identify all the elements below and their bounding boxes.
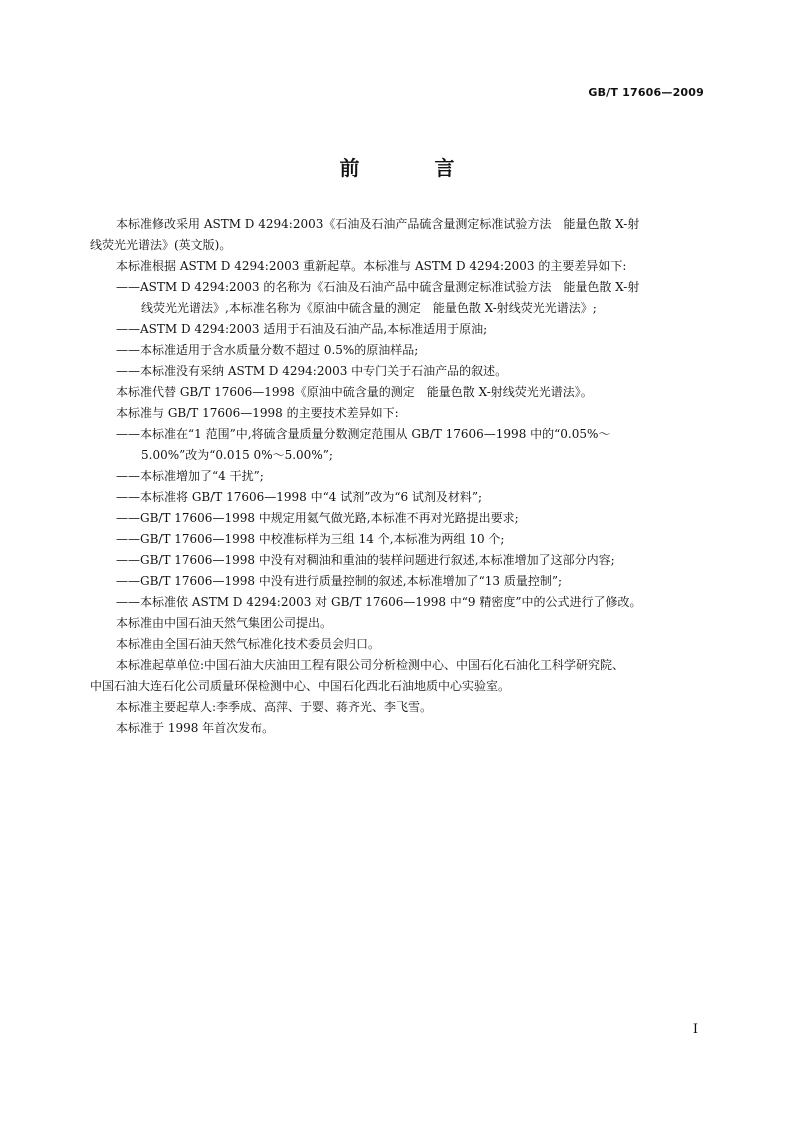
foreword-line: 线荧光光谱法》,本标准名称为《原油中硫含量的测定 能量色散 X-射线荧光光谱法》; — [141, 301, 597, 315]
foreword-line: ——ASTM D 4294:2003 的名称为《石油及石油产品中硫含量测定标准试验方法 能量色散 X-射 — [116, 280, 640, 294]
foreword-line: 本标准与 GB/T 17606—1998 的主要技术差异如下: — [116, 406, 399, 420]
foreword-line: ——GB/T 17606—1998 中没有对稠油和重油的装样问题进行叙述,本标准增加了这部分内容; — [116, 553, 615, 567]
foreword-line: ——本标准依 ASTM D 4294:2003 对 GB/T 17606—1998 中“9 精密度”中的公式进行了修改。 — [116, 595, 642, 609]
foreword-line: 中国石油大连石化公司质量环保检测中心、中国石化西北石油地质中心实验室。 — [90, 679, 511, 693]
foreword-line: 本标准起草单位:中国石油大庆油田工程有限公司分析检测中心、中国石化石油化工科学研究院、 — [116, 658, 625, 672]
foreword-line: 本标准由全国石油天然气标准化技术委员会归口。 — [116, 637, 381, 651]
foreword-line: ——GB/T 17606—1998 中没有进行质量控制的叙述,本标准增加了“13 质量控制”; — [116, 574, 563, 588]
standard-code: GB/T 17606—2009 — [588, 86, 704, 99]
foreword-line: 线荧光光谱法》(英文版)。 — [90, 238, 232, 252]
foreword-line: ——本标准将 GB/T 17606—1998 中“4 试剂”改为“6 试剂及材料”; — [116, 490, 483, 504]
foreword-line: 本标准于 1998 年首次发布。 — [116, 721, 275, 735]
foreword-body — [90, 214, 704, 739]
page-number: I — [692, 1022, 698, 1037]
foreword-line: 本标准修改采用 ASTM D 4294:2003《石油及石油产品硫含量测定标准试验方法 能量色散 X-射 — [116, 217, 640, 231]
foreword-line: ——GB/T 17606—1998 中校准标样为三组 14 个,本标准为两组 10 个; — [116, 532, 505, 546]
foreword-line: 本标准主要起草人:李季成、高萍、于婴、蒋齐光、李飞雪。 — [116, 700, 433, 714]
foreword-line: ——本标准增加了“4 干扰”; — [116, 469, 264, 483]
foreword-line: 本标准代替 GB/T 17606—1998《原油中硫含量的测定 能量色散 X-射线荧光光谱法》。 — [116, 385, 593, 399]
foreword-line: ——GB/T 17606—1998 中规定用氦气做光路,本标准不再对光路提出要求; — [116, 511, 519, 525]
foreword-line: 本标准根据 ASTM D 4294:2003 重新起草。本标准与 ASTM D 4294:2003 的主要差异如下: — [116, 259, 627, 273]
foreword-line: ——本标准没有采纳 ASTM D 4294:2003 中专门关于石油产品的叙述。 — [116, 364, 508, 378]
foreword-line: ——本标准在“1 范围”中,将硫含量质量分数测定范围从 GB/T 17606—1998 中的“0.05%～ — [116, 427, 611, 441]
foreword-line: ——本标准适用于含水质量分数不超过 0.5%的原油样品; — [116, 343, 419, 357]
foreword-line: 5.00%”改为“0.015 0%～5.00%”; — [141, 448, 333, 462]
foreword-line: 本标准由中国石油天然气集团公司提出。 — [116, 616, 333, 630]
foreword-line: ——ASTM D 4294:2003 适用于石油及石油产品,本标准适用于原油; — [116, 322, 488, 336]
page-title: 前 言 — [339, 156, 489, 180]
